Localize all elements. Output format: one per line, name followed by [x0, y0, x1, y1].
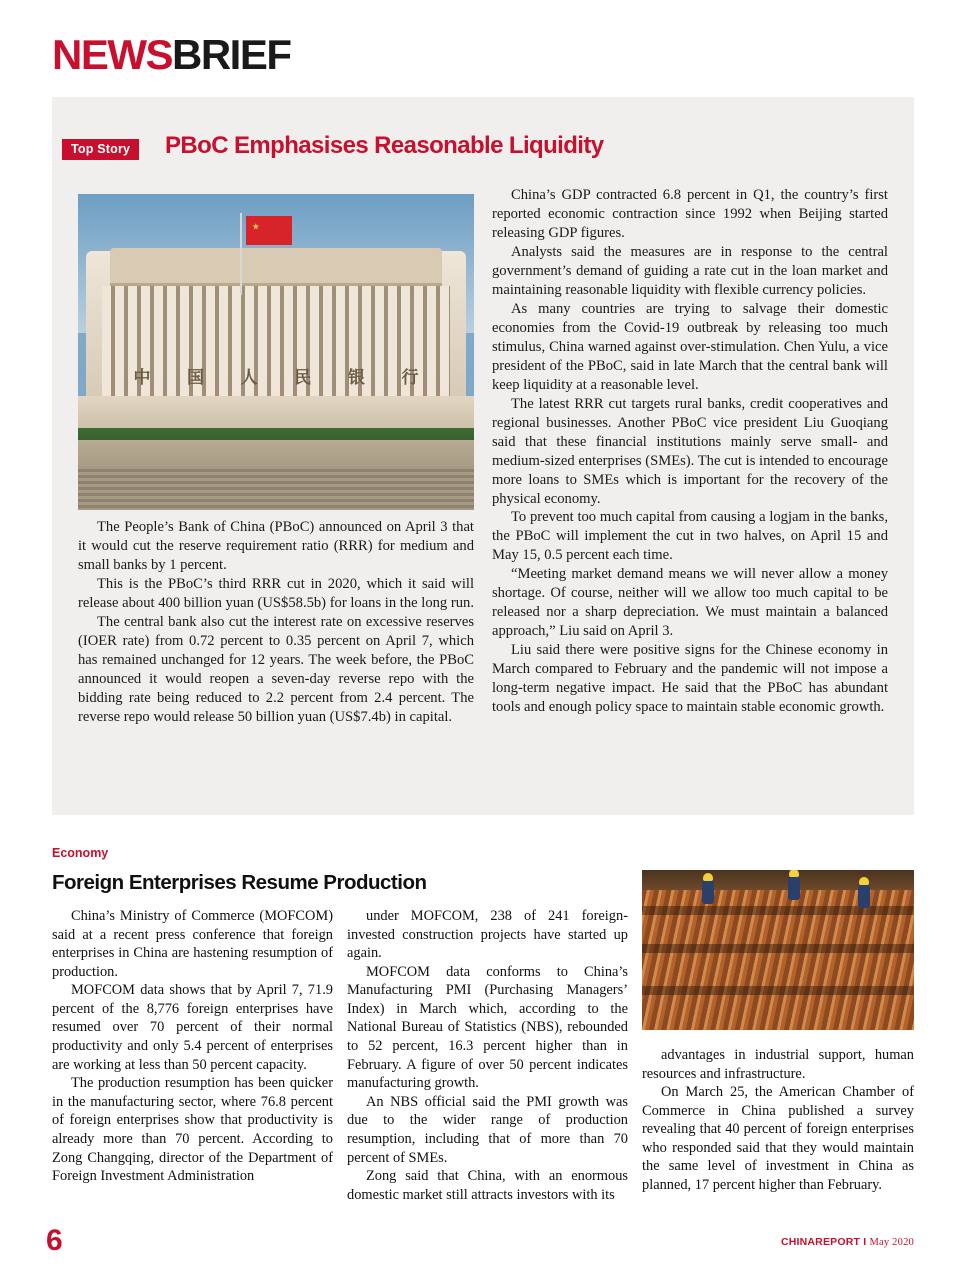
inscription-char: 民: [294, 368, 312, 389]
inscription-char: 中: [133, 368, 151, 389]
photo-steps: [78, 466, 474, 510]
paragraph: The central bank also cut the interest rate on excessive reserves (IOER rate) from 0.72 percent to 0.35 percent on April 7, which has remained unchanged for 12 years. The week before, the PBoC announced it would reopen a seven-day reverse repo with the bidding rate being reduced to 2.2 percent from 2.4 percent. The reverse repo would release 50 billion yuan (US$7.4b) in capital.: [78, 613, 474, 725]
paragraph: An NBS official said the PMI growth was due to the wider range of production resumption, including that of more than 70 percent of SMEs.: [347, 1093, 628, 1166]
paragraph: under MOFCOM, 238 of 241 foreign-invested construction projects have started up again.: [347, 908, 628, 962]
paragraph: China’s Ministry of Commerce (MOFCOM) said at a recent press conference that foreign enterprises in China are hastening resumption of production.: [52, 908, 333, 980]
paragraph: Liu said there were positive signs for the Chinese economy in March compared to February and the pandemic will not impose a long-term negative impact. He said that the PBoC has abundant tools and enough policy space to maintain stable economic growth.: [492, 642, 888, 716]
paragraph: As many countries are trying to salvage their domestic economies from the Covid-19 outbreak by releasing too much stimulus, China warned against over-stimulation. Chen Yulu, a vice president of the PBoC, said in late March that the central bank will keep liquidity at a reasonable level.: [492, 300, 888, 393]
photo2-gap-band: [642, 906, 914, 915]
footer-separator: I: [863, 1236, 867, 1248]
photo-building-inscription: [133, 361, 418, 389]
inscription-char: 人: [240, 368, 258, 389]
paragraph: Zong said that China, with an enormous domestic market still attracts investors with its: [347, 1168, 628, 1203]
paragraph: To prevent too much capital from causing a logjam in the banks, the PBoC will implement the cut in two halves, on April 15 and May 15, 0.5 percent each time.: [492, 509, 888, 564]
masthead-brief: BRIEF: [172, 31, 291, 78]
china-flag-icon: [246, 216, 292, 245]
paragraph: The People’s Bank of China (PBoC) announced on April 3 that it would cut the reserve requirement ratio (RRR) for medium and small banks by 1 percent.: [78, 519, 474, 573]
top-story-photo: [78, 194, 474, 510]
masthead: [52, 31, 291, 78]
flagpole-icon: [240, 213, 242, 295]
paragraph: The production resumption has been quicker in the manufacturing sector, where 76.8 percent of foreign enterprises show that productivity is already more than 70 percent. According to Zong Changqing, director of the Department of Foreign Investment Administration: [52, 1075, 333, 1185]
paragraph: MOFCOM data conforms to China’s Manufacturing PMI (Purchasing Managers’ Index) in March which, according to the National Bureau of Statistics (NBS), rebounded to 52 percent, 16.3 percent higher than in February. A figure of over 50 percent indicates manufacturing growth.: [347, 963, 628, 1092]
paragraph: advantages in industrial support, human resources and infrastructure.: [642, 1047, 914, 1082]
paragraph: On March 25, the American Chamber of Commerce in China published a survey revealing that 40 percent of foreign enterprises who responded said that they would maintain the same level of investment in China as planned, 17 percent higher than February.: [642, 1084, 914, 1194]
photo-building-top: [110, 248, 443, 286]
paragraph: Analysts said the measures are in response to the central government’s demand of guiding a rate cut in the loan market and maintaining reasonable liquidity with flexible currency policies.: [492, 243, 888, 298]
economy-story-photo: [642, 870, 914, 1030]
footer-divider: [52, 1218, 914, 1219]
paragraph: China’s GDP contracted 6.8 percent in Q1, the country’s first reported economic contraction since 1992 when Beijing started releasing GDP figures.: [492, 187, 888, 241]
top-story-right-column: [492, 186, 888, 717]
paragraph: “Meeting market demand means we will never allow a money shortage. Of course, neither will we allow too much capital to be released nor a sharp depreciation. We must maintain a balanced approach,” Liu said on April 3.: [492, 566, 888, 640]
photo2-worker-icon: [858, 884, 870, 908]
section-headline: Foreign Enterprises Resume Production: [52, 871, 427, 894]
status-badge: Top Story: [62, 139, 139, 160]
photo2-overhead-rail: [642, 870, 914, 890]
paragraph: MOFCOM data shows that by April 7, 71.9 percent of the 8,776 foreign enterprises have resumed over 70 percent of their normal productivity and only 5.4 percent of enterprises are working at less than 50 percent capacity.: [52, 982, 333, 1073]
footer-publication-name: CHINAREPORT: [780, 1236, 861, 1248]
inscription-char: 行: [401, 368, 419, 389]
page-number: 6: [46, 1224, 63, 1257]
footer-publication-info: [781, 1236, 914, 1248]
photo2-worker-icon: [788, 876, 800, 900]
inscription-char: 国: [187, 368, 205, 389]
photo2-worker-icon: [702, 880, 714, 904]
inscription-char: 银: [347, 368, 365, 389]
top-story-headline: PBoC Emphasises Reasonable Liquidity: [165, 132, 604, 159]
economy-column-3: [642, 1046, 914, 1195]
photo2-gap-band: [642, 944, 914, 953]
masthead-news: NEWS: [52, 31, 172, 78]
economy-column-2: [347, 907, 628, 1204]
section-kicker: Economy: [52, 846, 109, 860]
photo2-gap-band: [642, 986, 914, 995]
paragraph: The latest RRR cut targets rural banks, credit cooperatives and regional businesses. Another PBoC vice president Liu Guoqiang said that these financial institutions mainly serve small- and medium-sized enterprises (SMEs). The cut is intended to encourage more loans to SMEs which is important for the recovery of the physical economy.: [492, 395, 888, 507]
economy-column-1: [52, 907, 333, 1186]
footer-issue-date: May 2020: [869, 1237, 914, 1248]
top-story-left-column: [78, 518, 474, 727]
paragraph: This is the PBoC’s third RRR cut in 2020, which it said will release about 400 billion yuan (US$58.5b) for loans in the long run.: [78, 575, 474, 611]
